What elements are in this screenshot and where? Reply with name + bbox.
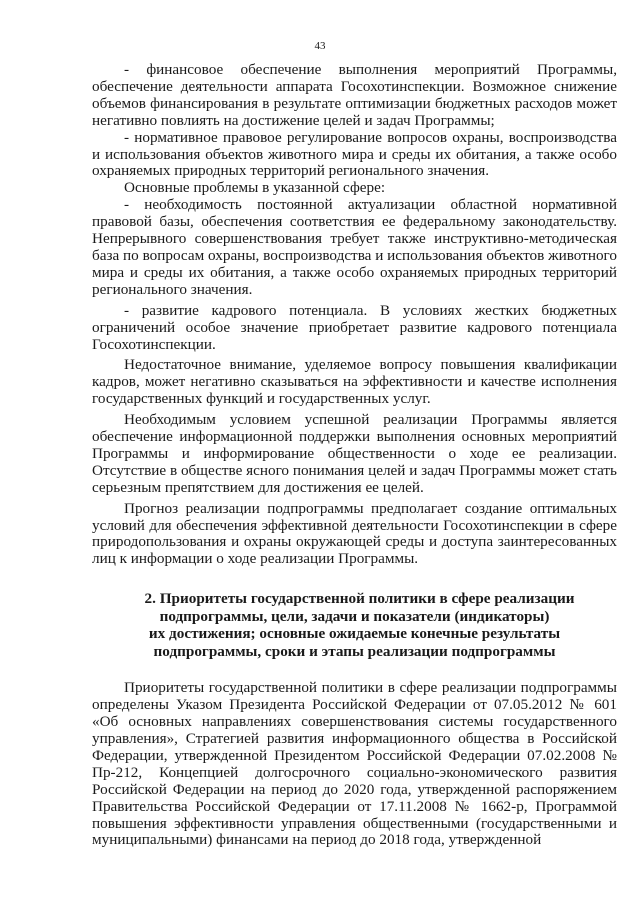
section-heading-line-3: их достижения; основные ожидаемые конечные результаты	[148, 625, 561, 643]
section-heading	[92, 590, 617, 660]
section-heading-line-1: 2. Приоритеты государственной политики в сфере реализации	[144, 590, 575, 608]
paragraph-legal-base: - необходимость постоянной актуализации областной нормативной правовой базы, обеспечения соответствия ее федеральному законодательству. Непрерывного совершенствования требует также инструктивно-методическая база по вопросам охраны, воспроизводства и использования объектов животного мира и среды их обитания, а также особо охраняемых природных территорий регионального значения.	[92, 196, 617, 298]
paragraph-information-support: Необходимым условием успешной реализации Программы является обеспечение информационной поддержки выполнения основных мероприятий Программы и информирование общественности о ходе ее реализации. Отсутствие в обществе ясного понимания целей и задач Программы может стать серьезным препятствием для достижения ее целей.	[92, 411, 617, 496]
page-body	[92, 62, 617, 849]
paragraph-personnel: - развитие кадрового потенциала. В условиях жестких бюджетных ограничений особое значение приобретает развитие кадрового потенциала Госохотинспекции.	[92, 301, 617, 353]
section-heading-line-2: подпрограммы, цели, задачи и показатели (индикаторы)	[159, 607, 550, 625]
paragraph-financing: - финансовое обеспечение выполнения мероприятий Программы, обеспечение деятельности аппарата Госохотинспекции. Возможное снижение объемов финансирования в результате оптимизации бюджетных расходов может негативно повлиять на достижение целей и задач Программы;	[92, 61, 617, 129]
paragraph-main-problems: Основные проблемы в указанной сфере:	[124, 179, 386, 197]
paragraph-priorities: Приоритеты государственной политики в сфере реализации подпрограммы определены Указом Президента Российской Федерации от 07.05.2012 № 601 «Об основных направлениях совершенствования системы государственного управления», Стратегией развития информационного общества в Российской Федерации, утвержденной Президентом Российской Федерации 07.02.2008 № Пр-212, Концепцией долгосрочного социально-экономического развития Российской Федерации на период до 2020 года, утвержденной распоряжением Правительства Российской Федерации от 17.11.2008 № 1662-р, Программой повышения эффективности управления общественными (государственными и муниципальными) финансами на период до 2018 года, утвержденной	[92, 679, 617, 849]
page-number: 43	[314, 40, 326, 52]
paragraph-qualification: Недостаточное внимание, уделяемое вопросу повышения квалификации кадров, может негативно сказываться на эффективности и качестве исполнения государственных функций и государственных услуг.	[92, 356, 617, 408]
section-heading-line-4: подпрограммы, сроки и этапы реализации подпрограммы	[153, 642, 556, 660]
paragraph-regulation: - нормативное правовое регулирование вопросов охраны, воспроизводства и использования объектов животного мира и среды их обитания, а также особо охраняемых природных территорий регионального значения.	[92, 128, 617, 180]
paragraph-forecast: Прогноз реализации подпрограммы предполагает создание оптимальных условий для обеспечения эффективной деятельности Госохотинспекции в сфере природопользования и охраны окружающей среды и доступа заинтересованных лиц к информации о ходе реализации Программы.	[92, 499, 617, 568]
